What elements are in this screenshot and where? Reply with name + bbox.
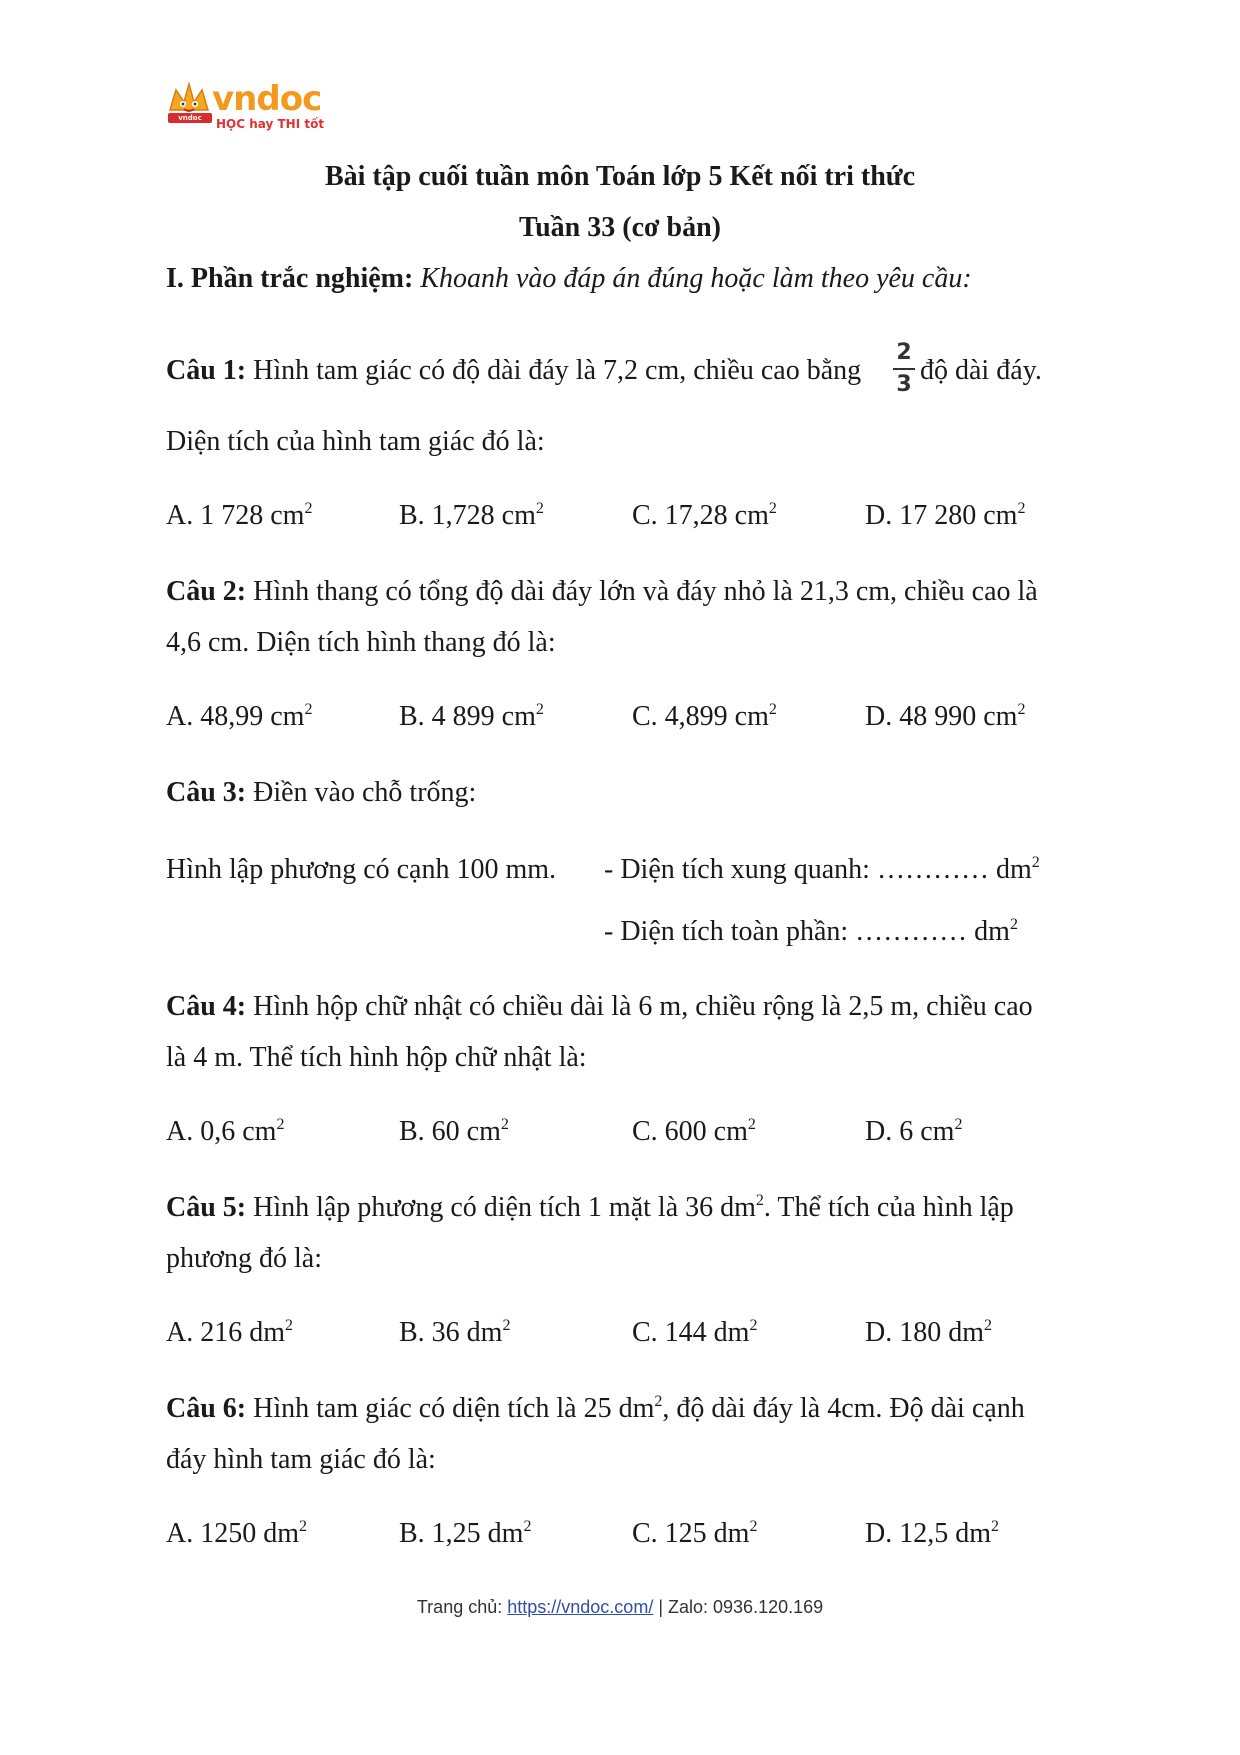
option-a[interactable]: A. 216 $dm^2$ [166, 1317, 293, 1348]
question-6: Câu 6: Hình tam giác có diện tích là 25 $dm^2$, độ dài đáy là 4cm. Độ dài cạnh [166, 1393, 1025, 1424]
option-c[interactable]: C. 17,28 $cm^2$ [632, 500, 777, 531]
question-label: Câu 6: [166, 1393, 247, 1424]
question-label: Câu 4: [166, 991, 247, 1022]
question-text-cont: , độ dài đáy là 4cm. Độ dài cạnh [662, 1393, 1025, 1424]
question-2 [166, 575, 1038, 609]
option-a[interactable]: A. 0,6 $cm^2$ [166, 1116, 285, 1147]
section-label: I. Phần trắc nghiệm: [166, 263, 414, 294]
option-b[interactable]: B. 4 899 $cm^2$ [399, 701, 544, 732]
option-d[interactable]: D. 12,5 $dm^2$ [865, 1518, 999, 1549]
vndoc-logo[interactable] [166, 80, 326, 136]
option-d[interactable]: D. 6 $cm^2$ [865, 1116, 963, 1147]
question-text-line2: Diện tích của hình tam giác đó là: [166, 426, 545, 457]
page-subtitle: Tuần 33 (cơ bản) [519, 212, 721, 243]
section-heading [166, 262, 972, 296]
option-d[interactable]: D. 48 990 $cm^2$ [865, 701, 1026, 732]
cube-description: Hình lập phương có cạnh 100 mm. [166, 854, 557, 885]
question-label: Câu 3: [166, 777, 247, 808]
fraction-two-thirds [893, 340, 915, 398]
homepage-link[interactable]: https://vndoc.com/ [507, 1597, 654, 1617]
option-a[interactable]: A. 48,99 $cm^2$ [166, 701, 313, 732]
question-text-line2: là 4 m. Thể tích hình hộp chữ nhật là: [166, 1042, 587, 1073]
fraction-numerator: 2 [896, 340, 912, 365]
footer-prefix: Trang chủ: [416, 1597, 508, 1617]
option-d[interactable]: D. 180 $dm^2$ [865, 1317, 992, 1348]
question-label: Câu 5: [166, 1192, 247, 1223]
section-instruction: Khoanh vào đáp án đúng hoặc làm theo yêu cầu: [420, 263, 972, 294]
option-b[interactable]: B. 1,728 $cm^2$ [399, 500, 544, 531]
question-text: Hình tam giác có diện tích là 25 dm [253, 1393, 655, 1424]
lateral-area-blank[interactable]: - Diện tích xung quanh: ………… $dm^2$ [604, 854, 1040, 885]
question-5: Câu 5: Hình lập phương có diện tích 1 mặt là 36 $dm^2$. Thể tích của hình lập [166, 1192, 1014, 1223]
option-c[interactable]: C. 4,899 $cm^2$ [632, 701, 777, 732]
question-3 [166, 776, 476, 810]
option-c[interactable]: C. 125 $dm^2$ [632, 1518, 758, 1549]
question-text: Hình tam giác có độ dài đáy là 7,2 cm, chiều cao bằng [253, 355, 862, 386]
question-text: Điền vào chỗ trống: [253, 777, 477, 808]
question-text: Hình lập phương có diện tích 1 mặt là 36 dm [253, 1192, 756, 1223]
option-b[interactable]: B. 60 $cm^2$ [399, 1116, 509, 1147]
question-text-cont: . Thể tích của hình lập [763, 1192, 1014, 1223]
option-c[interactable]: C. 144 $dm^2$ [632, 1317, 758, 1348]
question-text-line2: 4,6 cm. Diện tích hình thang đó là: [166, 627, 556, 658]
option-d[interactable]: D. 17 280 $cm^2$ [865, 500, 1026, 531]
fraction-denominator: 3 [896, 372, 912, 397]
question-text-cont: độ dài đáy. [920, 355, 1042, 386]
logo-mini-label: vndoc [168, 113, 212, 123]
page-footer [0, 1597, 1240, 1618]
footer-contact: | Zalo: 0936.120.169 [653, 1597, 824, 1617]
question-4 [166, 990, 1033, 1024]
question-label: Câu 1: [166, 355, 247, 386]
total-area-blank[interactable]: - Diện tích toàn phần: ………… $dm^2$ [604, 916, 1018, 947]
logo-tagline: HỌC hay THI tốt [216, 117, 325, 131]
option-b[interactable]: B. 36 $dm^2$ [399, 1317, 511, 1348]
option-a[interactable]: A. 1 728 $cm^2$ [166, 500, 313, 531]
question-text-line2: đáy hình tam giác đó là: [166, 1444, 436, 1475]
question-1 [166, 354, 861, 388]
question-text: Hình thang có tổng độ dài đáy lớn và đáy nhỏ là 21,3 cm, chiều cao là [253, 576, 1038, 607]
question-text-line2: phương đó là: [166, 1243, 322, 1274]
question-text: Hình hộp chữ nhật có chiều dài là 6 m, chiều rộng là 2,5 m, chiều cao [253, 991, 1033, 1022]
fraction-bar [893, 368, 915, 370]
logo-wordmark: vndoc [212, 79, 322, 119]
page-title: Bài tập cuối tuần môn Toán lớp 5 Kết nối tri thức [324, 161, 916, 192]
option-a[interactable]: A. 1250 $dm^2$ [166, 1518, 307, 1549]
option-c[interactable]: C. 600 $cm^2$ [632, 1116, 756, 1147]
option-b[interactable]: B. 1,25 $dm^2$ [399, 1518, 532, 1549]
question-label: Câu 2: [166, 576, 247, 607]
